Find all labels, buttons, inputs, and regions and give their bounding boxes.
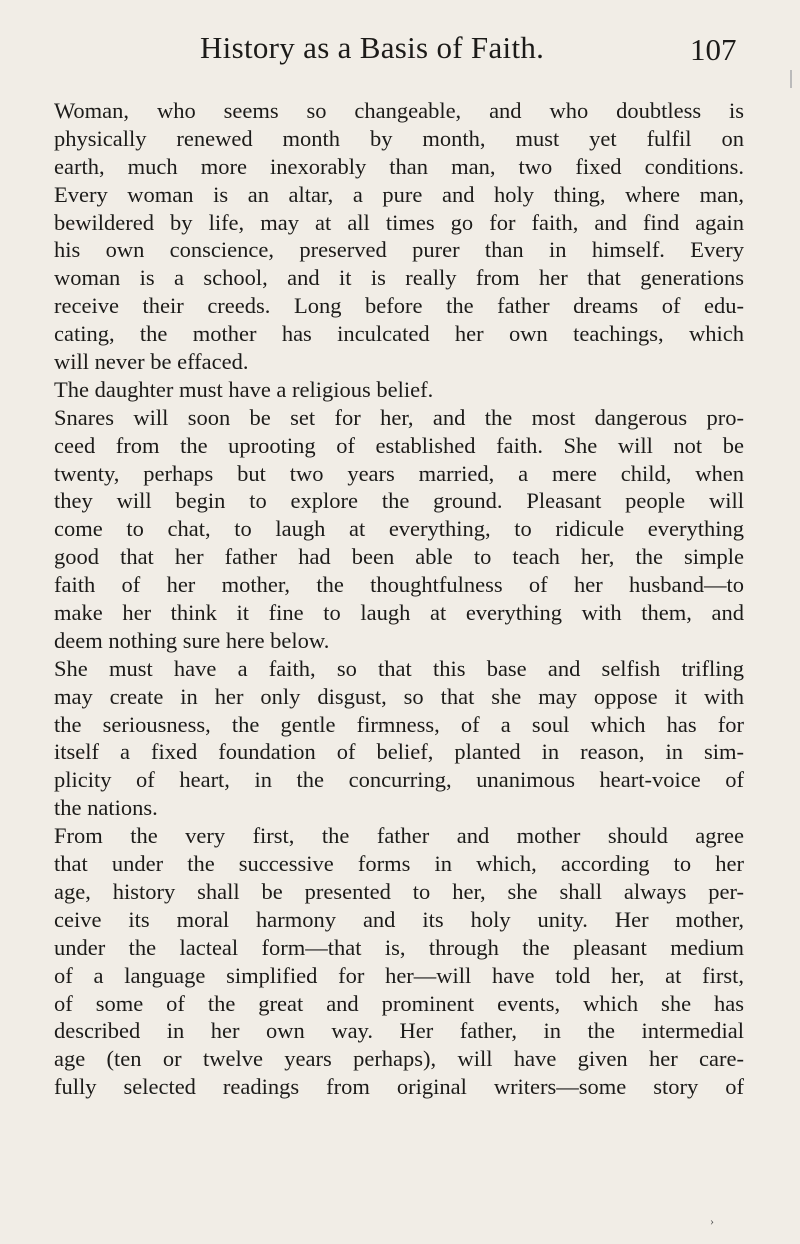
text-line: faith of her mother, the thoughtfulness of her husband—to [54,572,744,598]
text-line: She must have a faith, so that this base and selfish trifling [54,655,744,681]
text-line: Snares will soon be set for her, and the most dangerous pro- [54,404,744,430]
text-line: come to chat, to laugh at everything, to ridicule everything [54,516,744,542]
text-line: plicity of heart, in the concurring, unanimous heart-voice of [54,767,744,793]
text-line: age, history shall be presented to her, she shall always per- [54,878,744,904]
text-line: itself a fixed foundation of belief, planted in reason, in sim- [54,739,744,765]
text-line: The daughter must have a religious belief. [54,376,434,402]
text-line: good that her father had been able to teach her, the simple [54,544,744,570]
text-line: bewildered by life, may at all times go for faith, and find again [54,209,744,235]
text-line: his own conscience, preserved purer than in himself. Every [54,237,744,263]
text-line: of some of the great and prominent events, which she has [54,990,744,1016]
text-line: of a language simplified for her—will have told her, at first, [54,962,744,988]
text-line: that under the successive forms in which, according to her [54,851,744,877]
text-line: age (ten or twelve years perhaps), will have given her care- [54,1046,744,1072]
page-edge-mark [790,70,792,88]
text-line: ceive its moral harmony and its holy unity. Her mother, [54,906,744,932]
page-number: 107 [690,32,737,67]
body-text [54,97,744,1101]
text-line: under the lacteal form—that is, through the pleasant medium [54,934,744,960]
text-line: make her think it fine to laugh at everything with them, and [54,600,744,626]
text-line: ceed from the uprooting of established faith. She will not be [54,432,744,458]
running-head: History as a Basis of Faith. [200,30,545,65]
footer-mark: › [710,1214,714,1228]
text-line: described in her own way. Her father, in the intermedial [54,1018,744,1044]
text-line: From the very first, the father and mother should agree [54,823,744,849]
text-line: the nations. [54,795,158,821]
text-line: may create in her only disgust, so that she may oppose it with [54,683,744,709]
text-line: the seriousness, the gentle firmness, of a soul which has for [54,711,744,737]
text-line: woman is a school, and it is really from her that generations [54,265,744,291]
text-line: fully selected readings from original writers—some story of [54,1074,744,1100]
text-line: cating, the mother has inculcated her own teachings, which [54,321,744,347]
text-line: Woman, who seems so changeable, and who doubtless is [54,98,744,123]
page-header [200,30,760,80]
text-line: twenty, perhaps but two years married, a mere child, when [54,460,744,486]
text-line: receive their creeds. Long before the father dreams of edu- [54,293,744,319]
text-line: deem nothing sure here below. [54,627,330,653]
text-line: will never be effaced. [54,349,249,375]
text-line: physically renewed month by month, must yet fulfil on [54,125,744,151]
text-line: Every woman is an altar, a pure and holy thing, where man, [54,181,744,207]
text-line: earth, much more inexorably than man, two fixed conditions. [54,153,744,179]
text-line: they will begin to explore the ground. Pleasant people will [54,488,744,514]
